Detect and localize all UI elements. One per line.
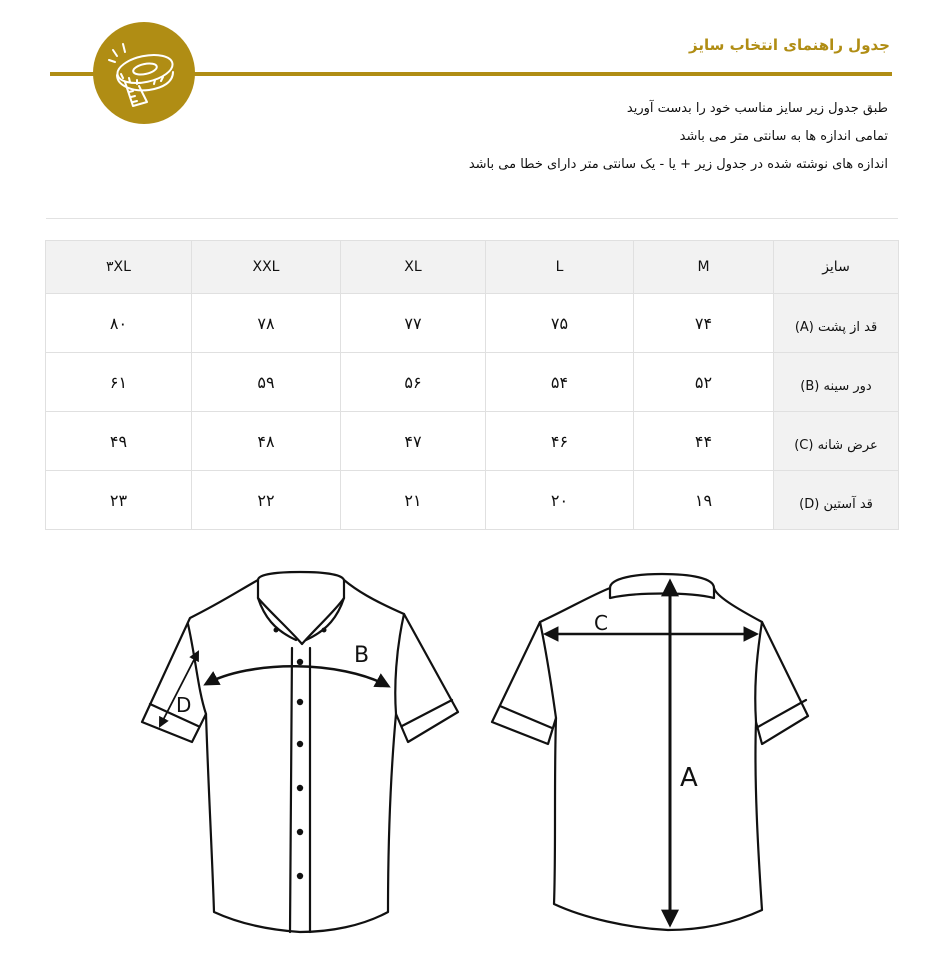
table-cell: ۷۵ <box>486 294 634 353</box>
label-b: B <box>354 643 370 668</box>
table-cell: ۲۱ <box>341 471 486 530</box>
size-col-header: XXL <box>192 241 341 294</box>
table-cell: ۷۴ <box>634 294 774 353</box>
size-row-header: سایز <box>774 241 899 294</box>
row-label: قد آستین (D) <box>774 471 899 530</box>
row-label: دور سینه (B) <box>774 353 899 412</box>
row-label: قد از پشت (A) <box>774 294 899 353</box>
table-cell: ۷۷ <box>341 294 486 353</box>
table-cell: ۸۰ <box>46 294 192 353</box>
label-d: D <box>176 693 192 717</box>
table-cell: ۵۶ <box>341 353 486 412</box>
label-c: C <box>594 611 608 635</box>
table-cell: ۴۶ <box>486 412 634 471</box>
size-col-header: L <box>486 241 634 294</box>
table-cell: ۲۳ <box>46 471 192 530</box>
intro-line: اندازه های نوشته شده در جدول زیر + یا - یک سانتی متر دارای خطا می باشد <box>468 157 888 172</box>
table-cell: ۵۴ <box>486 353 634 412</box>
table-cell: ۵۲ <box>634 353 774 412</box>
intro-line: طبق جدول زیر سایز مناسب خود را بدست آورید <box>626 101 888 116</box>
row-label: عرض شانه (C) <box>774 412 899 471</box>
table-cell: ۴۷ <box>341 412 486 471</box>
label-a: A <box>680 763 698 793</box>
table-cell: ۴۴ <box>634 412 774 471</box>
table-cell: ۷۸ <box>192 294 341 353</box>
page-title: جدول راهنمای انتخاب سایز <box>689 36 890 54</box>
chest-measure-arrow <box>206 666 388 686</box>
size-col-header: ۳XL <box>46 241 192 294</box>
table-cell: ۶۱ <box>46 353 192 412</box>
table-cell: ۱۹ <box>634 471 774 530</box>
table-cell: ۲۲ <box>192 471 341 530</box>
table-cell: ۲۰ <box>486 471 634 530</box>
shirt-back-collar <box>610 574 714 598</box>
intro-line: تمامی اندازه ها به سانتی متر می باشد <box>679 129 888 144</box>
table-cell: ۴۸ <box>192 412 341 471</box>
size-col-header: M <box>634 241 774 294</box>
shirt-back-diagram <box>492 574 808 930</box>
size-col-header: XL <box>341 241 486 294</box>
shirt-front-collar <box>258 572 344 644</box>
table-cell: ۴۹ <box>46 412 192 471</box>
table-cell: ۵۹ <box>192 353 341 412</box>
